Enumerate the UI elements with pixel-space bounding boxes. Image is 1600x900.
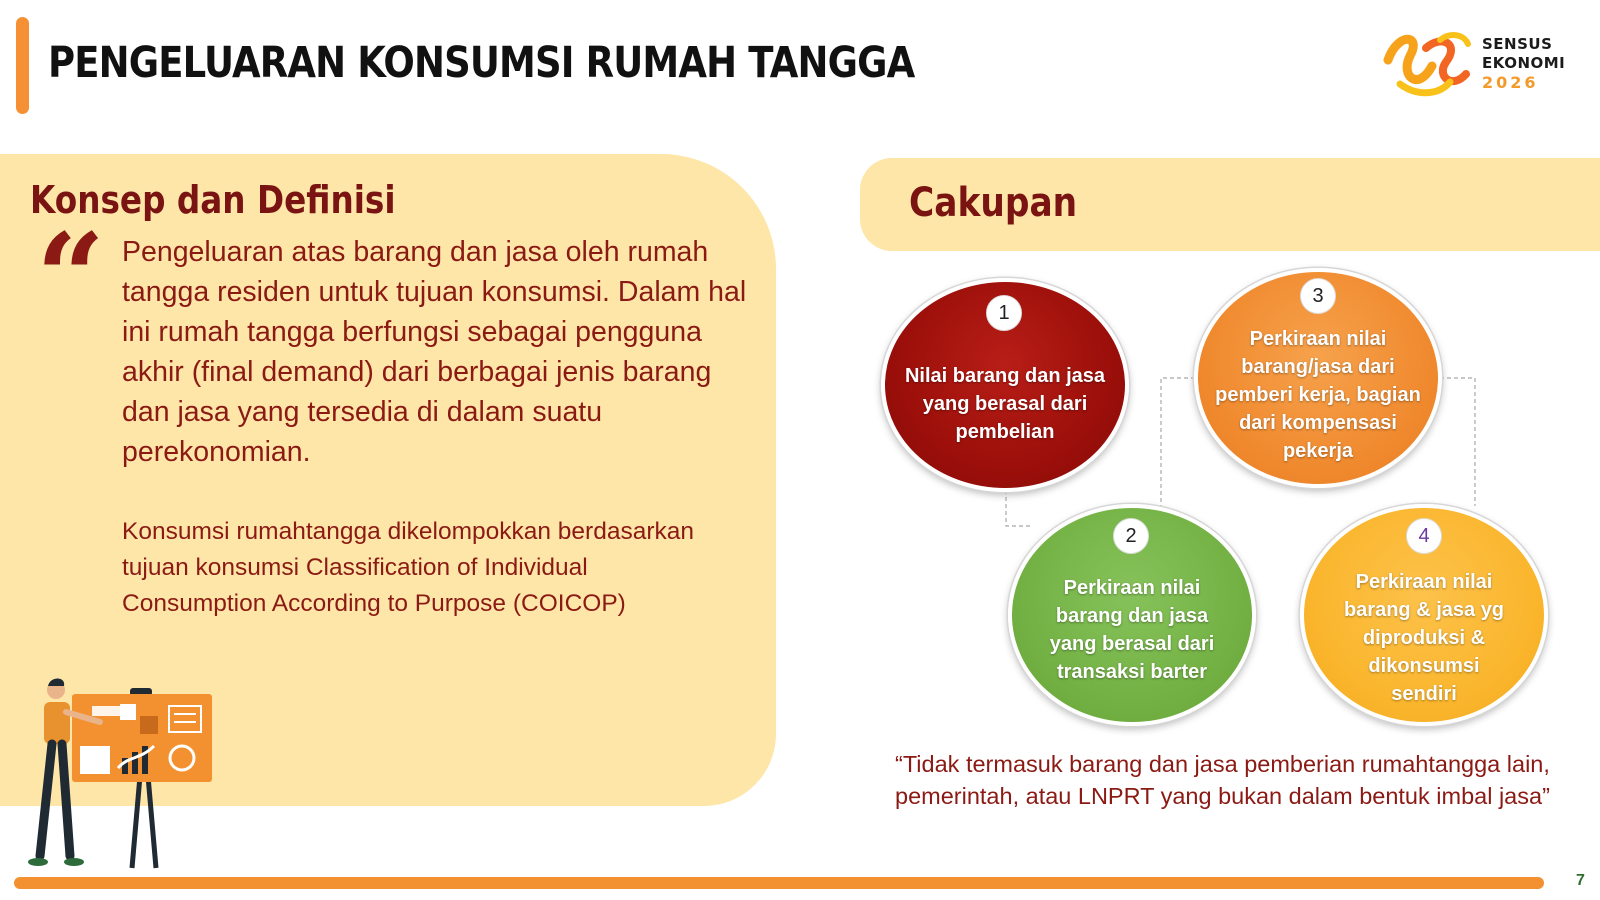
definition-text: Pengeluaran atas barang dan jasa oleh rumah tangga residen untuk tujuan konsumsi. Dalam hal ini rumah tangga berfungsi sebagai pengguna akhir (final demand) dari berbagai jenis barang dan jasa yang tersedia di dalam suatu perekonomian.: [122, 236, 747, 468]
logo-text-sensus: SENSUS: [1482, 35, 1553, 53]
coverage-text-4: Perkiraan nilai barang & jasa yg diproduksi & dikonsumsi sendiri: [1343, 571, 1505, 705]
logo-ribbon-icon: [1380, 26, 1480, 104]
coverage-heading: Cakupan: [909, 180, 1078, 226]
sensus-ekonomi-logo: [1380, 26, 1570, 104]
exclusion-note: “Tidak termasuk barang dan jasa pemberian rumahtangga lain, pemerintah, atau LNPRT yang bukan dalam bentuk imbal jasa”: [895, 751, 1550, 809]
coicop-text: Konsumsi rumahtangga dikelompokkan berdasarkan tujuan konsumsi Classification of Individual Consumption According to Purpose (COICOP): [122, 518, 694, 617]
coverage-number-1: 1: [986, 295, 1022, 331]
coverage-number-2: 2: [1113, 518, 1149, 554]
concept-heading: Konsep dan Definisi: [30, 178, 396, 222]
quote-mark-icon: “: [36, 207, 106, 348]
person-presenting-board-icon: [14, 676, 224, 892]
logo-text-ekonomi: EKONOMI: [1482, 54, 1566, 72]
title-accent-bar: [16, 17, 29, 114]
page-title: PENGELUARAN KONSUMSI RUMAH TANGGA: [48, 38, 915, 88]
footer-bar: [14, 877, 1544, 889]
coverage-text-3: Perkiraan nilai barang/jasa dari pemberi kerja, bagian dari kompensasi pekerja: [1215, 328, 1421, 462]
coverage-number-3: 3: [1300, 278, 1336, 314]
coverage-text-2: Perkiraan nilai barang dan jasa yang berasal dari transaksi barter: [1049, 577, 1215, 683]
coverage-text-1: Nilai barang dan jasa yang berasal dari pembelian: [904, 365, 1106, 443]
page-number: 7: [1576, 872, 1585, 889]
coverage-number-4: 4: [1406, 518, 1442, 554]
logo-text-year: 2026: [1482, 73, 1539, 92]
